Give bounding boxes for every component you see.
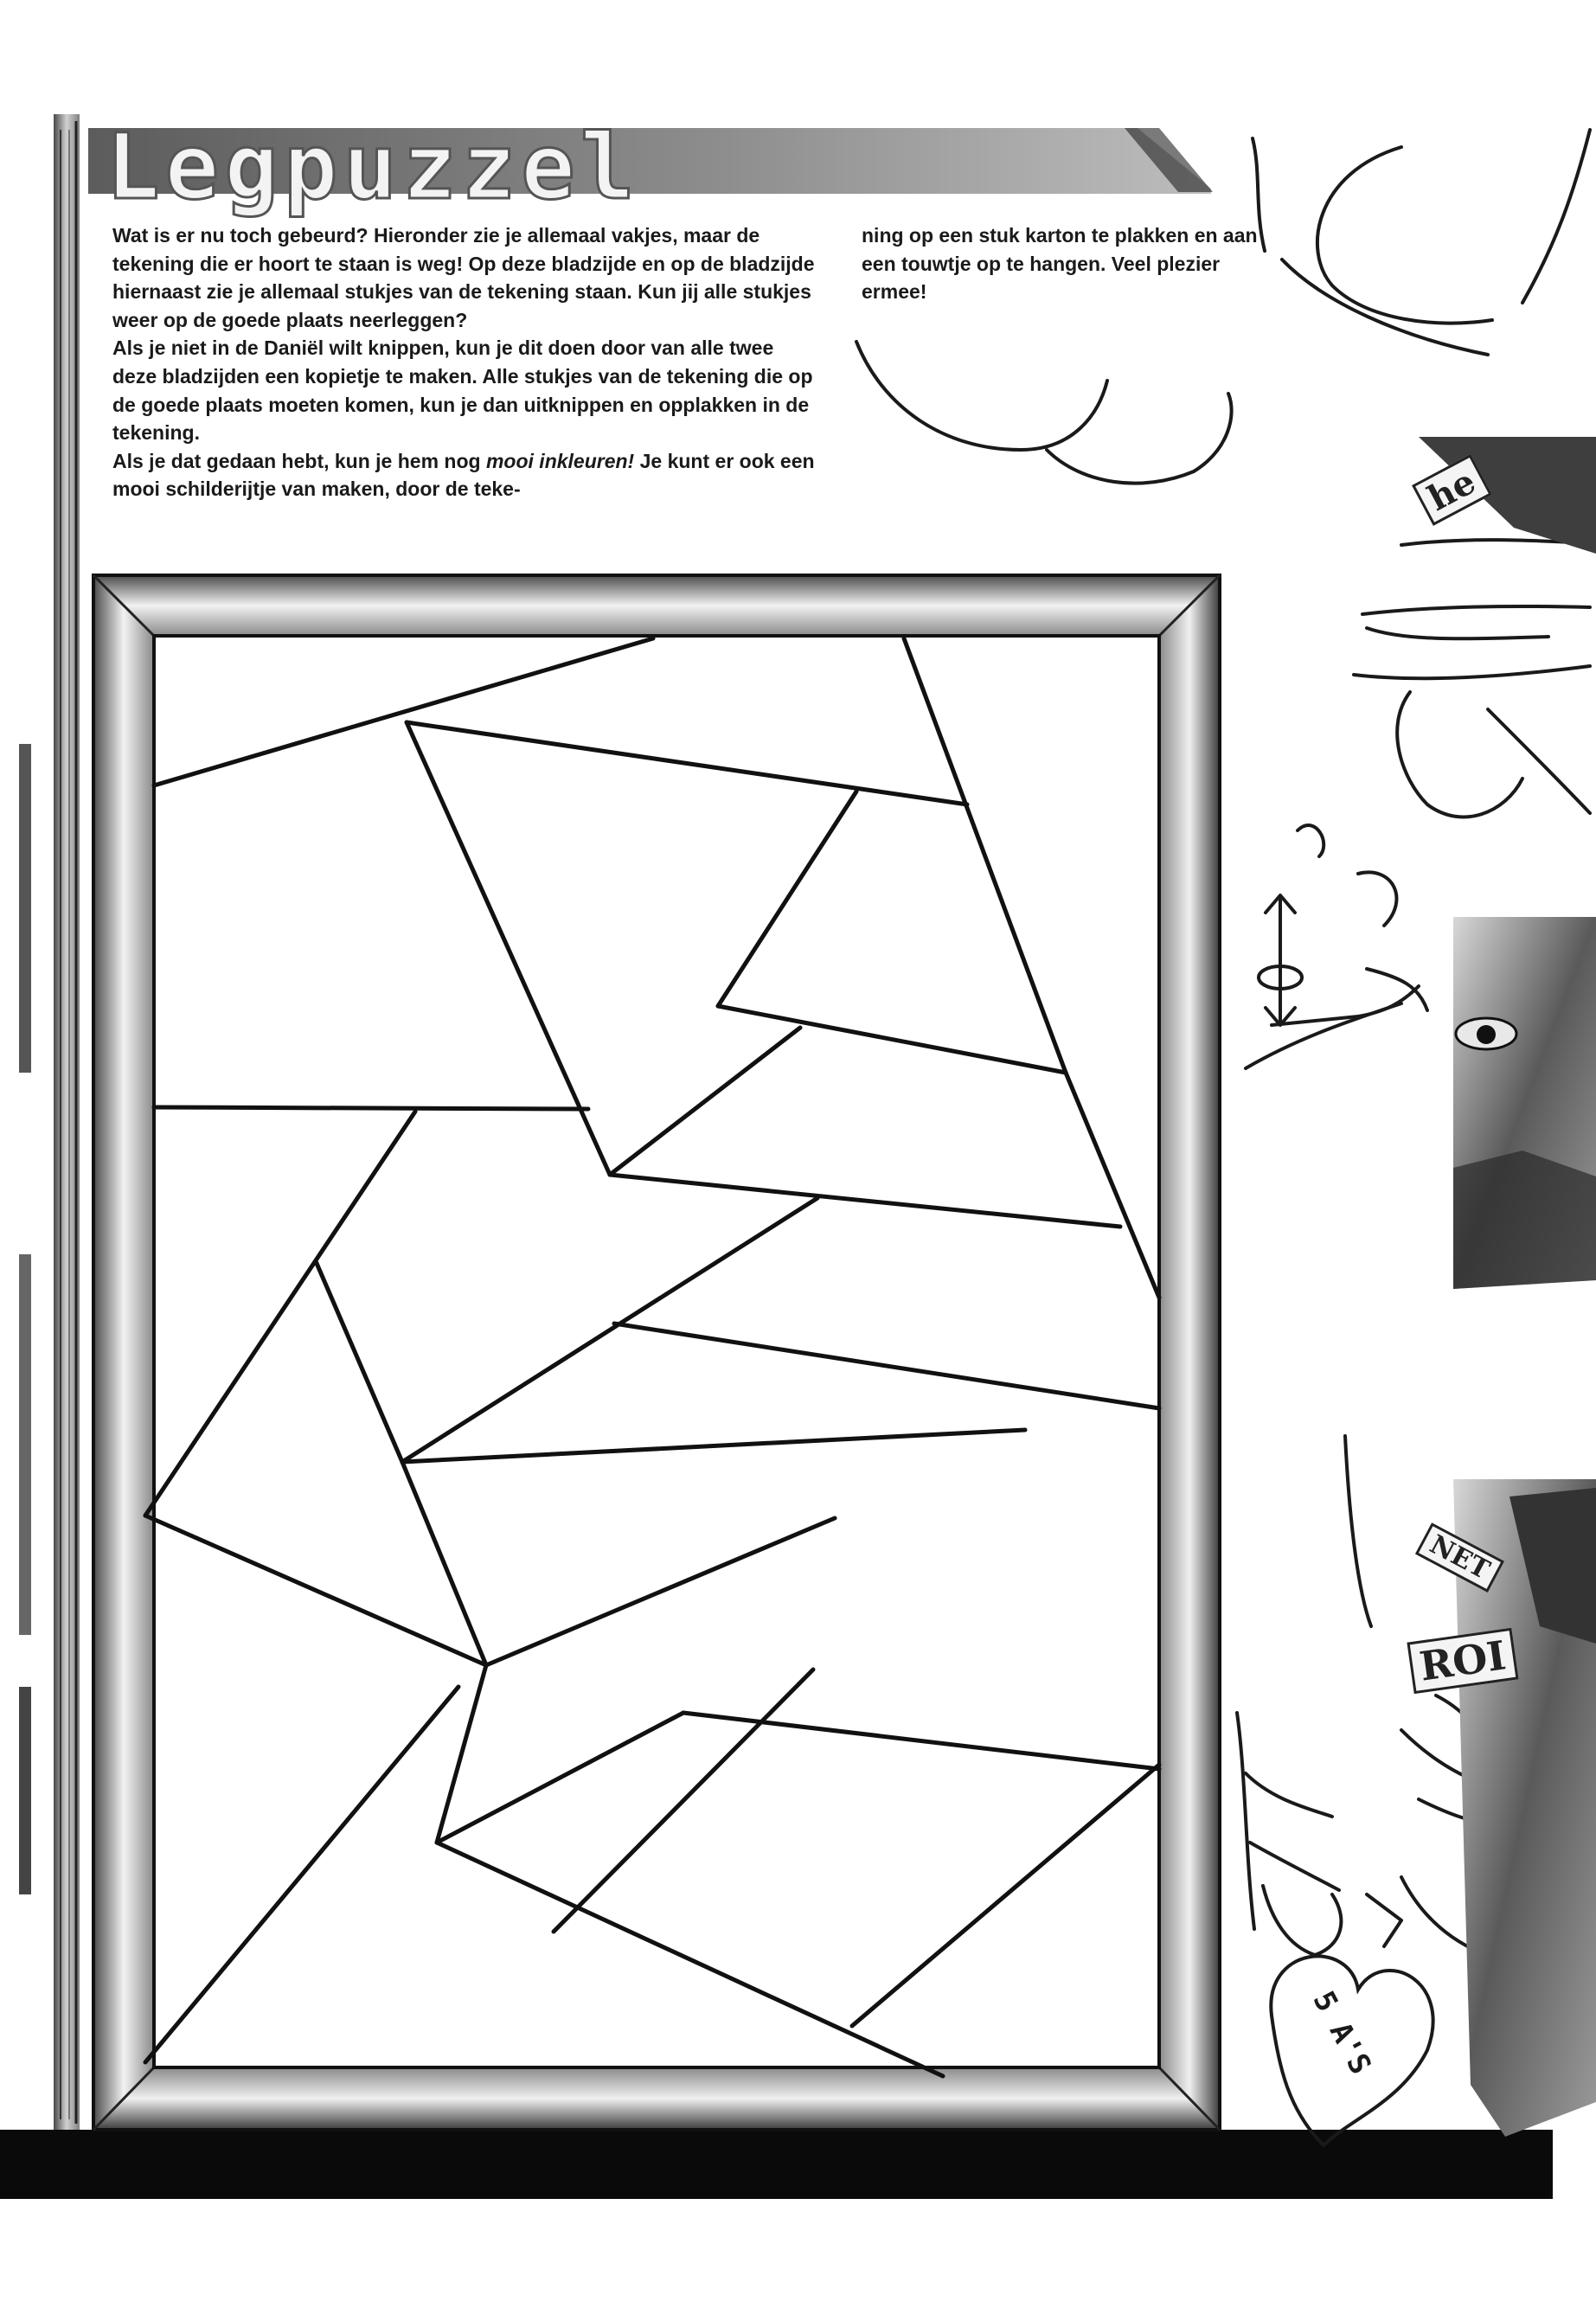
instructions-paragraph-4: ning op een stuk karton te plakken en aan een touwtje op te hangen. Veel plezier ermee! bbox=[862, 224, 1258, 304]
instructions-paragraph-3b: Je kunt er ook een mooi schilderijtje van maken, door de teke- bbox=[112, 449, 815, 501]
binding-edge bbox=[19, 114, 80, 2130]
instructions-paragraph-3a: Als je dat gedaan hebt, kun je hem nog bbox=[112, 449, 481, 472]
page-title: Legpuzzel bbox=[106, 114, 640, 220]
instructions-right-column bbox=[862, 221, 1268, 306]
frame-icon bbox=[93, 575, 1220, 2130]
collage-sticker-he: he bbox=[1412, 454, 1491, 526]
instructions-left-column bbox=[112, 221, 822, 503]
instructions-paragraph-2: Als je niet in de Daniël wilt knippen, kun je dit doen door van alle twee deze bladzijden een kopietje te maken. Alle stukjes van de tekening die op de goede plaats moeten komen, kun je dan uitknippen en opplakken in de tekening. bbox=[112, 336, 813, 445]
instructions-emphasis: mooi inkleuren! bbox=[485, 449, 635, 472]
instructions-paragraph-1: Wat is er nu toch gebeurd? Hieronder zie je allemaal vakjes, maar de tekening die er hoort te staan is weg! Op deze bladzijde en op de bladzijde hiernaast zie je allemaal stukjes van de tekening staan. Kun jij alle stukjes weer op de goede plaats neerleggen? bbox=[112, 224, 815, 331]
collage-sticker-net: NET bbox=[1415, 1522, 1504, 1593]
face-photo-icon bbox=[1419, 437, 1596, 2137]
instructions-paragraph-3 bbox=[112, 447, 822, 503]
heart-label: 5 A'S bbox=[1305, 1985, 1378, 2080]
collage-sticker-roi: ROI bbox=[1407, 1628, 1518, 1694]
